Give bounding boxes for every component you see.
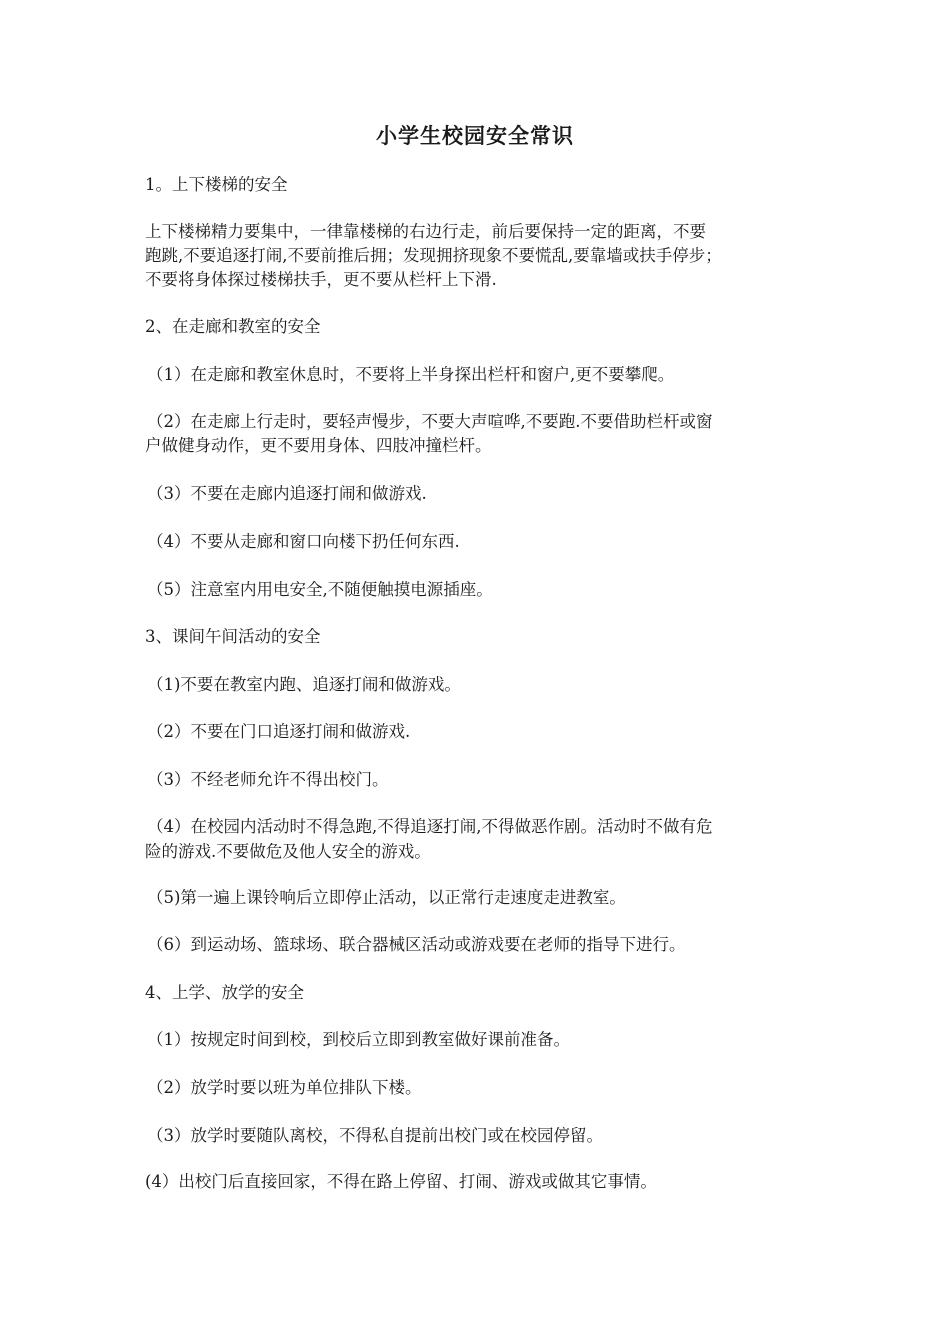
list-item: （2）不要在门口追逐打闹和做游戏.: [147, 722, 411, 741]
list-item: （4）在校园内活动时不得急跑,不得追逐打闹,不得做恶作剧。活动时不做有危: [147, 817, 713, 836]
list-item: （1)不要在教室内跑、追逐打闹和做游戏。: [147, 675, 461, 694]
paragraph-line: 上下楼梯精力要集中，一律靠楼梯的右边行走，前后要保持一定的距离，不要: [145, 222, 706, 241]
section-heading-3: 3、课间午间活动的安全: [145, 627, 321, 646]
section-heading-4: 4、上学、放学的安全: [145, 983, 304, 1002]
list-item: (4）出校门后直接回家，不得在路上停留、打闹、游戏或做其它事情。: [145, 1172, 657, 1191]
list-item: （3）放学时要随队离校，不得私自提前出校门或在校园停留。: [147, 1126, 603, 1145]
section-heading-1: 1。上下楼梯的安全: [145, 175, 288, 194]
list-item: （6）到运动场、篮球场、联合器械区活动或游戏要在老师的指导下进行。: [147, 935, 686, 954]
paragraph-line: 跑跳,不要追逐打闹,不要前推后拥；发现拥挤现象不要慌乱,要靠墙或扶手停步；: [145, 246, 722, 265]
list-item: （2）放学时要以班为单位排队下楼。: [147, 1078, 422, 1097]
list-item: （1）按规定时间到校，到校后立即到教室做好课前准备。: [147, 1030, 570, 1049]
list-item-continuation: 险的游戏.不要做危及他人安全的游戏。: [145, 842, 431, 861]
document-title: 小学生校园安全常识: [376, 123, 574, 148]
list-item: （1）在走廊和教室休息时，不要将上半身探出栏杆和窗户,更不要攀爬。: [147, 365, 675, 384]
list-item: （5）注意室内用电安全,不随便触摸电源插座。: [147, 580, 493, 599]
list-item-continuation: 户做健身动作，更不要用身体、四肢冲撞栏杆。: [145, 436, 492, 455]
paragraph-line: 不要将身体探过楼梯扶手，更不要从栏杆上下滑.: [145, 270, 497, 289]
list-item: （4）不要从走廊和窗口向楼下扔任何东西.: [147, 532, 460, 551]
list-item: （2）在走廊上行走时，要轻声慢步，不要大声喧哗,不要跑.不要借助栏杆或窗: [147, 412, 713, 431]
list-item: （3）不要在走廊内追逐打闹和做游戏.: [147, 484, 427, 503]
list-item: （3）不经老师允许不得出校门。: [147, 770, 389, 789]
list-item: （5)第一遍上课铃响后立即停止活动，以正常行走速度走进教室。: [147, 888, 626, 907]
section-heading-2: 2、在走廊和教室的安全: [145, 317, 321, 336]
